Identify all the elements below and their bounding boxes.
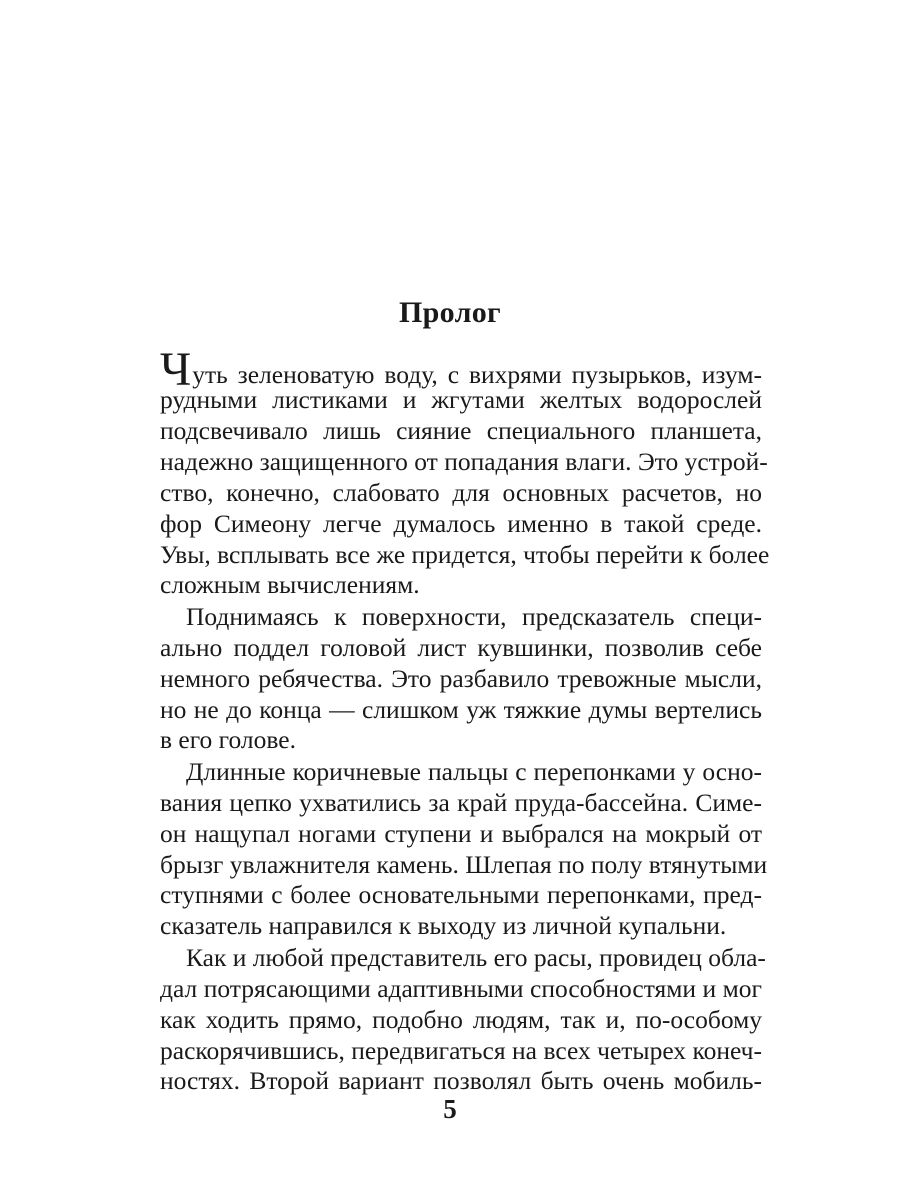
first-line-text: уть зеленоватую воду, с вихрями пузырьков, изум- <box>192 360 762 389</box>
paragraph-line: немного ребячества. Это разбавило тревожные мысли, <box>160 664 762 693</box>
paragraph-line: сложным вычислениям. <box>160 570 420 599</box>
paragraph-line: Поднимаясь к поверхности, предсказатель специ- <box>186 602 762 631</box>
paragraph-line: фор Симеону легче думалось именно в такой среде. <box>160 509 762 538</box>
paragraph-line: в его голове. <box>160 725 296 754</box>
paragraph-line: Длинные коричневые пальцы с перепонками у осно- <box>186 757 762 786</box>
paragraph-line: Увы, всплывать все же придется, чтобы перейти к более <box>160 540 770 569</box>
paragraph-line: вания цепко ухватились за край пруда-бассейна. Симе- <box>160 788 762 817</box>
paragraph-line: дал потрясающими адаптивными способностями и мог <box>160 974 762 1003</box>
paragraph-line: подсвечивало лишь сияние специального планшета, <box>160 416 762 445</box>
paragraph-line: надежно защищенного от попадания влаги. Это устрой- <box>160 447 768 476</box>
paragraph-line: рудными листиками и жгутами желтых водорослей <box>160 385 762 414</box>
paragraph-line: раскорячившись, передвигаться на всех четырех конеч- <box>160 1036 762 1065</box>
paragraph-line: но не до конца — слишком уж тяжкие думы вертелись <box>160 695 762 724</box>
paragraph-line: Как и любой представитель его расы, провидец обла- <box>186 943 766 972</box>
page-number: 5 <box>443 1094 457 1124</box>
paragraph-line: ство, конечно, слабовато для основных расчетов, но <box>160 478 762 507</box>
paragraph-line: брызг увлажнителя камень. Шлепая по полу втянутыми <box>160 850 768 879</box>
chapter-title: Пролог <box>399 296 501 329</box>
paragraph-line: ступнями с более основательными перепонками, пред- <box>160 880 762 909</box>
drop-cap: Ч <box>160 343 192 396</box>
paragraph-line: сказатель направился к выходу из личной купальни. <box>160 911 727 940</box>
paragraph-line: как ходить прямо, подобно людям, так и, по-особому <box>160 1005 762 1034</box>
paragraph-line: ностях. Второй вариант позволял быть очень мобиль- <box>160 1066 762 1095</box>
paragraph-line <box>160 343 762 396</box>
paragraph-line: ально поддел головой лист кувшинки, позволив себе <box>160 633 762 662</box>
paragraph-line: он нащупал ногами ступени и выбрался на мокрый от <box>160 819 762 848</box>
